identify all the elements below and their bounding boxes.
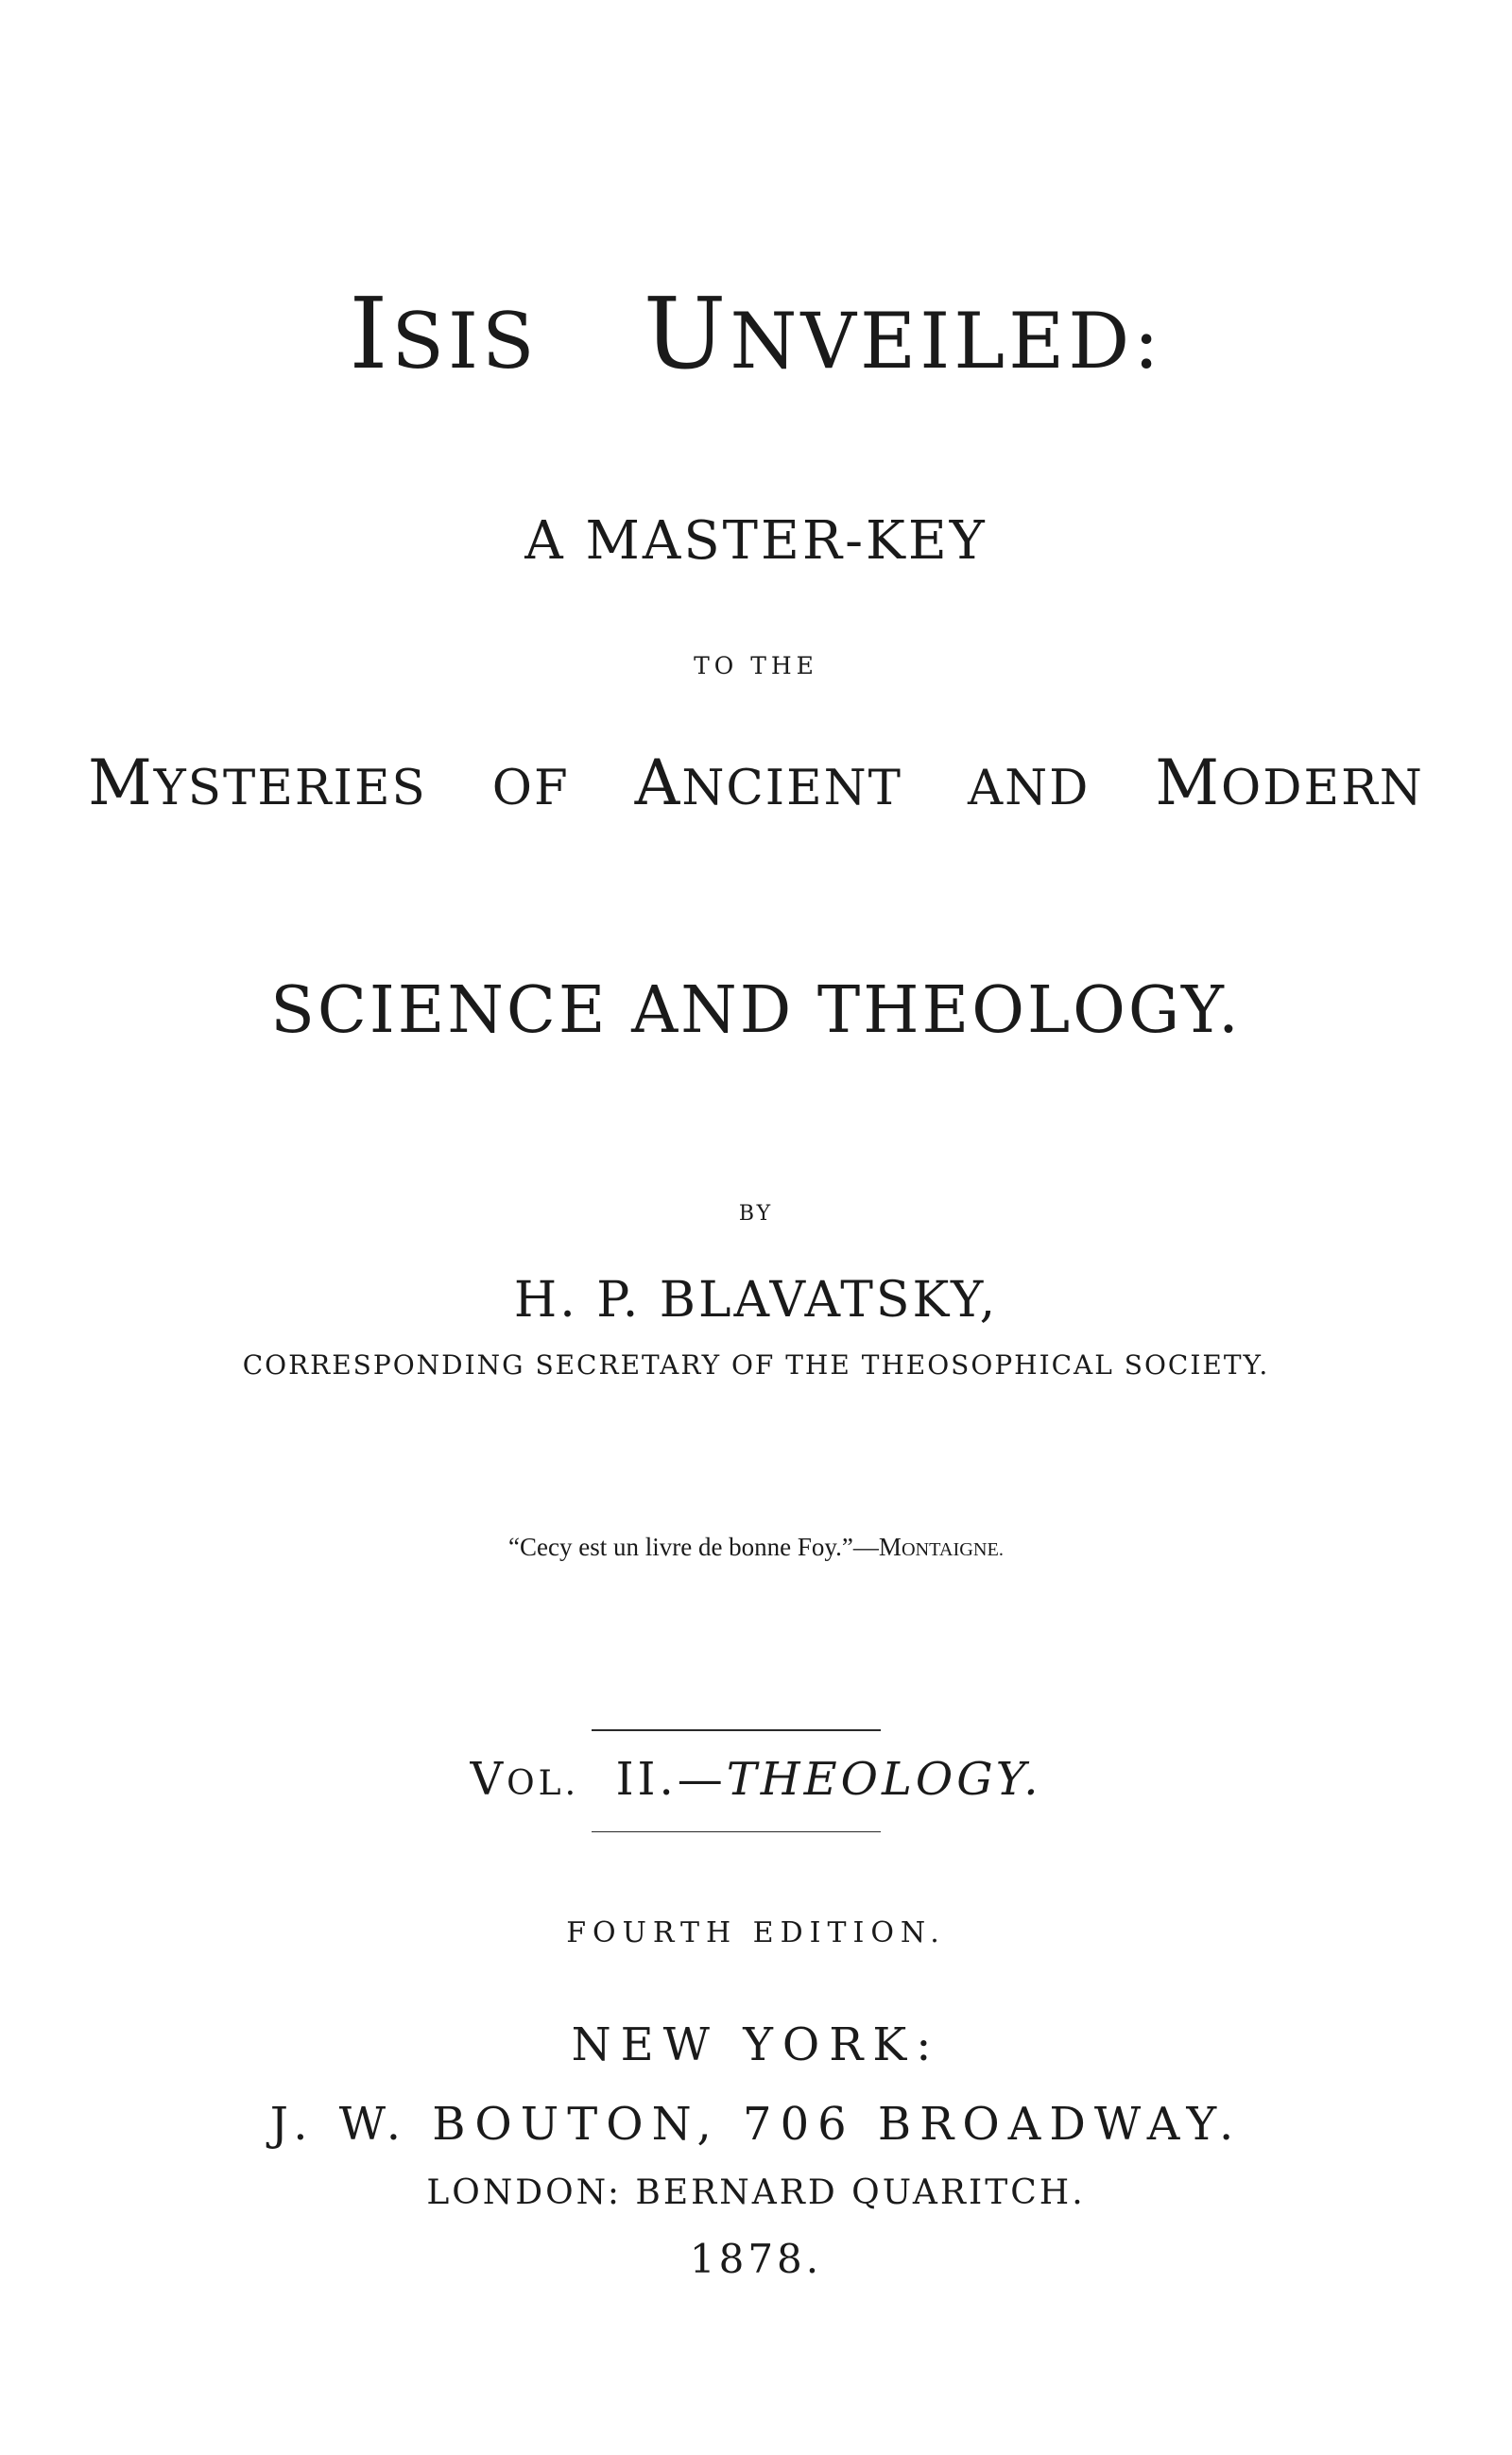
subtitle-mysteries-line (0, 747, 1512, 819)
title-word-initial: I (349, 276, 392, 391)
word-rest: NCIENT (681, 760, 903, 816)
epigraph-quote: “Cecy est un livre de bonne Foy.”— (508, 1533, 879, 1561)
epigraph (0, 1533, 1512, 1562)
imprint-publisher: J. W. BOUTON, 706 BROADWAY. (269, 2098, 1243, 2151)
volume-heading (0, 1753, 1512, 1806)
connector-text: TO THE (694, 652, 818, 679)
word: AND (967, 760, 1091, 816)
word-initial: A (634, 747, 682, 819)
word-rest: YSTERIES (153, 760, 427, 816)
volume-label-rest: OL. (507, 1764, 580, 1803)
imprint-city: NEW YORK: (571, 2018, 941, 2071)
epigraph-attribution-rest: ONTAIGNE. (901, 1539, 1004, 1560)
word-initial: M (1155, 747, 1221, 819)
word-rest: ODERN (1221, 760, 1424, 816)
book-title (0, 276, 1512, 391)
imprint-london: LONDON: BERNARD QUARITCH. (426, 2173, 1086, 2212)
title-word-rest: SIS (391, 298, 539, 386)
volume-name: THEOLOGY. (726, 1753, 1042, 1806)
divider-rule (592, 1729, 881, 1731)
divider-rule (592, 1831, 881, 1832)
imprint-year: 1878. (689, 2236, 823, 2282)
edition-statement: FOURTH EDITION. (566, 1916, 946, 1949)
word: OF (491, 760, 570, 816)
volume-label-initial: V (470, 1753, 507, 1806)
subtitle: A MASTER-KEY (524, 510, 988, 572)
author-position: CORRESPONDING SECRETARY OF THE THEOSOPHICAL SOCIETY. (242, 1349, 1270, 1381)
word-initial: M (88, 747, 154, 819)
subtitle-science-line: SCIENCE AND THEOLOGY. (270, 973, 1242, 1048)
epigraph-attribution-initial: M (878, 1533, 902, 1561)
by-label: BY (738, 1202, 774, 1226)
author-name: H. P. BLAVATSKY, (513, 1272, 999, 1329)
title-word-initial: U (643, 276, 730, 391)
title-word-rest: NVEILED: (730, 298, 1163, 386)
volume-number: II.— (615, 1753, 727, 1806)
